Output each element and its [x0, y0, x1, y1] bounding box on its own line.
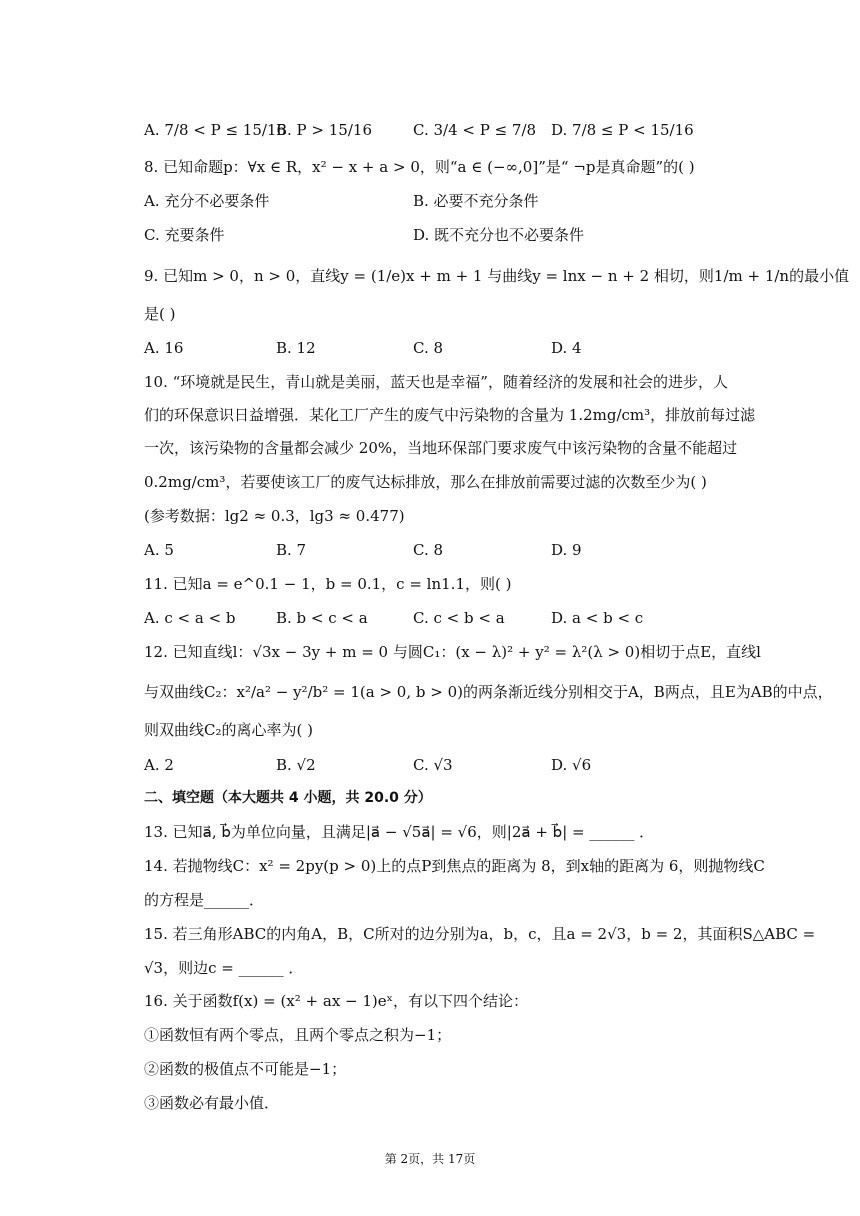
q8-option-a: A. 充分不必要条件 — [144, 192, 270, 210]
q8-option-c: C. 充要条件 — [144, 226, 225, 244]
q12-line-3: 则双曲线C₂的离心率为( ) — [144, 721, 313, 739]
q12-option-b: B. √2 — [276, 756, 316, 774]
q10-option-b: B. 7 — [276, 541, 307, 559]
q7-option-d: D. 7/8 ≤ P < 15/16 — [551, 121, 694, 139]
q7-option-c: C. 3/4 < P ≤ 7/8 — [413, 121, 537, 139]
q14-line-1: 14. 若抛物线C：x² = 2py(p > 0)上的点P到焦点的距离为 8，到x轴的距离为 6，则抛物线C — [144, 857, 765, 875]
q9-option-c: C. 8 — [413, 339, 444, 357]
q7-option-b: B. P > 15/16 — [276, 121, 372, 139]
q11-stem: 11. 已知a = e^0.1 − 1，b = 0.1，c = ln1.1，则( ) — [144, 575, 512, 593]
q11-option-a: A. c < a < b — [144, 609, 236, 627]
q9-stem-cont: 是( ) — [144, 305, 176, 323]
q10-line-2: 们的环保意识日益增强．某化工厂产生的废气中污染物的含量为 1.2mg/cm³，排放前每过滤 — [144, 406, 756, 424]
q15-line-1: 15. 若三角形ABC的内角A，B，C所对的边分别为a，b，c，且a = 2√3，b = 2，其面积S△ABC = — [144, 925, 816, 943]
q12-option-c: C. √3 — [413, 756, 453, 774]
q13-stem: 13. 已知a⃗, b⃗为单位向量，且满足|a⃗ − √5a⃗| = √6，则|2a⃗ + b⃗| = ______ ． — [144, 823, 655, 841]
q9-option-d: D. 4 — [551, 339, 582, 357]
q8-stem: 8. 已知命题p：∀x ∈ R，x² − x + a > 0，则“a ∈ (−∞,0]”是“ ¬p是真命题”的( ) — [144, 158, 695, 176]
q10-line-5: (参考数据：lg2 ≈ 0.3，lg3 ≈ 0.477) — [144, 507, 405, 525]
q8-option-d: D. 既不充分也不必要条件 — [413, 226, 585, 244]
q16-conclusion-1: ①函数恒有两个零点，且两个零点之积为−1； — [144, 1026, 452, 1044]
q16-line-1: 16. 关于函数f(x) = (x² + ax − 1)eˣ，有以下四个结论： — [144, 992, 529, 1010]
q16-conclusion-3: ③函数必有最小值． — [144, 1094, 280, 1112]
q9-option-b: B. 12 — [276, 339, 316, 357]
q12-option-a: A. 2 — [144, 756, 174, 774]
q10-line-1: 10. “环境就是民生，青山就是美丽，蓝天也是幸福”，随着经济的发展和社会的进步，人 — [144, 373, 728, 391]
q10-option-a: A. 5 — [144, 541, 174, 559]
q12-line-2: 与双曲线C₂：x²/a² − y²/b² = 1(a > 0, b > 0)的两条渐近线分别相交于A，B两点，且E为AB的中点， — [144, 683, 833, 701]
q11-option-b: B. b < c < a — [276, 609, 368, 627]
q15-line-2: √3，则边c = ______ ． — [144, 959, 304, 977]
q11-option-c: C. c < b < a — [413, 609, 505, 627]
q7-option-a: A. 7/8 < P ≤ 15/16 — [144, 121, 287, 139]
page-footer: 第 2页，共 17页 — [384, 1152, 476, 1166]
q14-line-2: 的方程是______． — [144, 891, 265, 909]
q9-option-a: A. 16 — [144, 339, 184, 357]
q16-conclusion-2: ②函数的极值点不可能是−1； — [144, 1060, 347, 1078]
q11-option-d: D. a < b < c — [551, 609, 644, 627]
q12-option-d: D. √6 — [551, 756, 592, 774]
q10-line-3: 一次，该污染物的含量都会减少 20%，当地环保部门要求废气中该污染物的含量不能超过 — [144, 439, 738, 457]
section-heading: 二、填空题（本大题共 4 小题，共 20.0 分） — [144, 790, 432, 806]
q12-line-1: 12. 已知直线l：√3x − 3y + m = 0 与圆C₁：(x − λ)² + y² = λ²(λ > 0)相切于点E，直线l — [144, 643, 761, 661]
q10-option-d: D. 9 — [551, 541, 582, 559]
q10-line-4: 0.2mg/cm³，若要使该工厂的废气达标排放，那么在排放前需要过滤的次数至少为( ) — [144, 473, 707, 491]
q10-option-c: C. 8 — [413, 541, 444, 559]
q8-option-b: B. 必要不充分条件 — [413, 192, 539, 210]
q9-stem: 9. 已知m > 0，n > 0，直线y = (1/e)x + m + 1 与曲线y = lnx − n + 2 相切，则1/m + 1/n的最小值 — [144, 267, 850, 285]
